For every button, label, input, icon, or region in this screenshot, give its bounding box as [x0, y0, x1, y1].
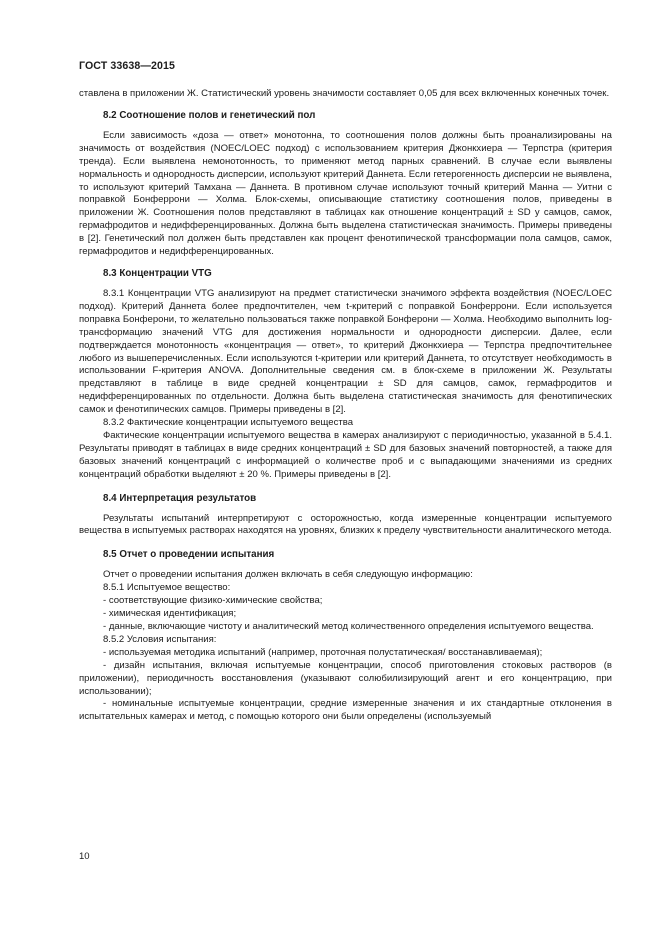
page-content [79, 88, 612, 724]
report-line: - химическая идентификация; [103, 608, 237, 620]
section-8-3-1-paragraph: 8.3.1 Концентрации VTG анализируют на предмет статистически значимого эффекта воздействия (NOEC/LOEC подход). Критерий Даннета более предпочтителен, чем t-критерий с поправкой Бонферрони. Если используется поправка Бонферони, то желательно пользоваться также поправкой Бонферони — Холма. Необходимо выполнить log-трансформацию значений VTG для достижения нормальности и однородности дисперсии. Далее, если подтверждается монотонность «концентрация — ответ», то критерий Джонкхиера — Терпстра предпочтительнее любого из вышеперечисленных. Если используются t-критерии или критерий Даннета, то отсутствует необходимость в использовании F-критерия ANOVA. Дополнительные сведения см. в блок-схеме в приложении Ж. Результаты представляют в таблице в виде средней концентрации ± SD для самцов, самок, гермафродитов и недифференцированных по отдельности. Должна быть выделена статистическая значимость для фенотипических самок и фенотипических самцов. Примеры приведены в [2]. [79, 287, 612, 416]
report-line: - дизайн испытания, включая испытуемые концентрации, способ приготовления стоковых растворов (в приложении), периодичность восстановления (указывают солюбилизирующий агент и его концентрацию, при использовании); [79, 659, 612, 697]
section-8-4-paragraph: Результаты испытаний интерпретируют с осторожностью, когда измеренные концентрации испытуемого вещества в испытуемых растворах находятся на уровнях, близких к пределу чувствительности аналитического метода. [79, 512, 612, 537]
report-line: - данные, включающие чистоту и аналитический метод количественного определения испытуемого вещества. [103, 621, 594, 632]
report-line: Отчет о проведении испытания должен включать в себя следующую информацию: [103, 569, 473, 581]
section-8-2-heading: 8.2 Соотношение полов и генетический пол [103, 109, 316, 121]
section-8-3-2-heading: 8.3.2 Фактические концентрации испытуемого вещества [103, 417, 354, 429]
page-number: 10 [79, 851, 90, 862]
report-line: 8.5.1 Испытуемое вещество: [103, 582, 231, 594]
section-8-2-paragraph: Если зависимость «доза — ответ» монотонна, то соотношения полов должны быть проанализированы на значимость от воздействия (NOEC/LOEC подход) с использованием критерия Джонкхиера — Терпстра (критерия тренда). Если выявлена немонотонность, то применяют метод парных сравнений. В случае если выявлены нормальность и однородность дисперсии, используют критерий Даннета. Если гетерогенность дисперсии не выявлена, то используют критерий Тамхана — Даннета. В противном случае используют точный критерий Манна — Уитни с поправкой Бонферрони — Холма. Блок-схемы, описывающие статистику соотношения полов, приведены в приложении Ж. Соотношения полов представляют в таблицах как отношение концентраций ± SD у самцов, самок, гермафродитов и недифференцированных. Должна быть выделена статистическая значимость. Примеры приведены в [2]. Генетический пол должен быть представлен как процент фенотипической трансформации пола самцов, самок, гермафродитов и недифференцированных. [79, 129, 612, 258]
intro-paragraph: ставлена в приложении Ж. Статистический уровень значимости составляет 0,05 для всех включенных конечных точек. [79, 88, 610, 99]
section-8-3-2-paragraph: Фактические концентрации испытуемого вещества в камерах анализируют с периодичностью, указанной в 5.4.1. Результаты приводят в таблицах в виде средних концентраций ± SD для базовых значений повторностей, а также для базовых значений концентраций с информацией о количестве проб и с выпадающими значениями из средних концентраций обработки выделяют ± 20 %. Примеры приведены в [2]. [79, 429, 612, 480]
report-line: - используемая методика испытаний (например, проточная полустатическая/ восстанавливаемая); [103, 646, 543, 658]
section-8-5-heading: 8.5 Отчет о проведении испытания [103, 549, 275, 561]
section-8-4-heading: 8.4 Интерпретация результатов [103, 492, 257, 504]
standard-header: ГОСТ 33638—2015 [79, 60, 176, 72]
report-line: - соответствующие физико-химические свойства; [103, 595, 323, 607]
report-line: 8.5.2 Условия испытания: [103, 633, 217, 645]
section-8-3-heading: 8.3 Концентрации VTG [103, 267, 212, 279]
report-line: - номинальные испытуемые концентрации, средние измеренные значения и их стандартные отклонения в испытательных камерах и метод, с помощью которого они были определены (используемый [79, 698, 612, 723]
